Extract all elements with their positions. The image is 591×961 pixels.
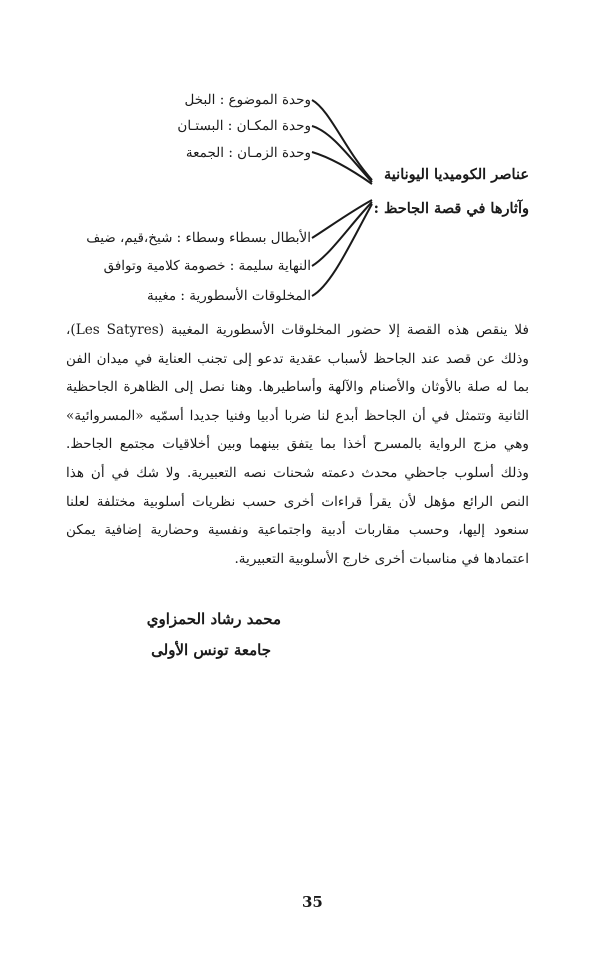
diagram-item-place-unity: وحدة المكـان : البستـان [177,118,311,134]
diagram-center-title-line1: عناصر الكوميديا اليونانية [384,166,529,183]
diagram-item-mythical-creatures: المخلوقات الأسطورية : مغيبة [147,288,311,304]
diagram-center-title-line2: وآثارها في قصة الجاحظ : [373,200,529,217]
connector-line-5 [312,202,372,266]
connector-line-2 [312,126,372,182]
connector-line-1 [312,100,372,180]
diagram-item-heroes: الأبطال بسطاء وسطاء : شيخ،قيم، ضيف [86,230,311,246]
page-number: 35 [302,893,323,911]
diagram-item-ending: النهاية سليمة : خصومة كلامية وتوافق [103,258,311,274]
author-name: محمد رشاد الحمزاوي [146,610,281,628]
body-paragraph: فلا ينقص هذه القصة إلا حضور المخلوقات الأسطورية المغيبة (Les Satyres)، وذلك عن قصد عند الجاحظ لأسباب عقدية تدعو إلى تجنب العناية في ميدان الفن بما له صلة بالأوثان والأصنام والآلهة وأساطيرها. وهنا نصل إلى الظاهرة الجاحظية الثانية وتتمثل في أن الجاحظ أبدع لنا ضربا أدبيا وفنيا جديدا أسمّيه «المسروائية» وهي مزج الرواية بالمسرح أخذا بما يتفق بينهما وبين أخلاقيات مجتمع الجاحظ. وذلك أسلوب جاحظي محدث دعمته شحنات نصه التعبيرية. ولا شك في أن هذا النص الرائع مؤهل لأن يقرأ قراءات أخرى حسب نظريات أسلوبية مختلفة لعلنا سنعود إليها، وحسب مقاربات أدبية واجتماعية ونفسية وحضارية إضافية يمكن اعتمادها في مناسبات أخرى خارج الأسلوبية التعبيرية. [66,322,529,567]
diagram-item-topic-unity: وحدة الموضوع : البخل [184,92,311,108]
author-affiliation: جامعة تونس الأولى [151,641,271,659]
diagram-item-time-unity: وحدة الزمـان : الجمعة [185,145,311,161]
